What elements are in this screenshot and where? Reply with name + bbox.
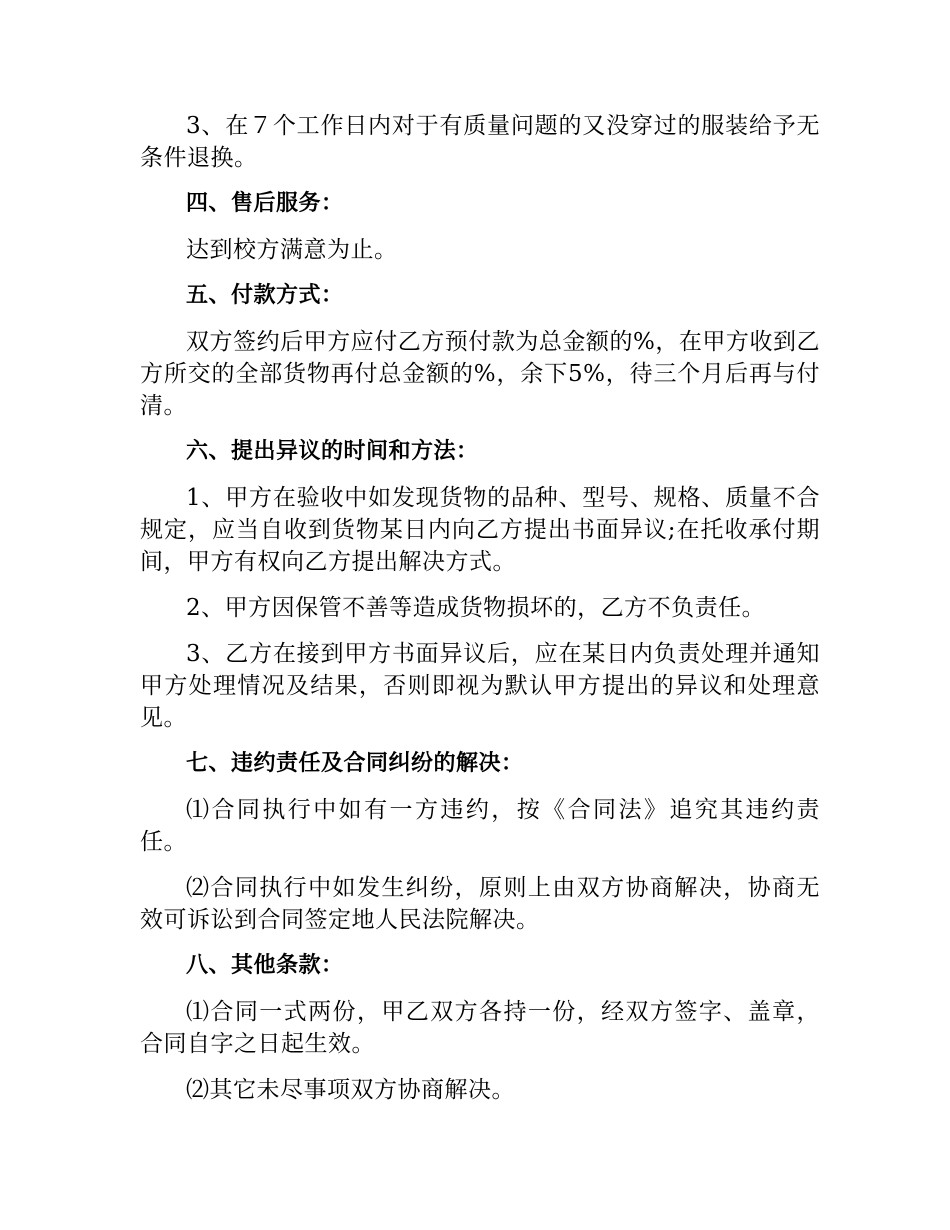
clause-other-2: ⑵其它未尽事项双方协商解决。 [186, 1077, 515, 1103]
heading-other: 八、其他条款： [186, 953, 344, 978]
clause-breach-2: ⑵合同执行中如发生纠纷，原则上由双方协商解决，协商无效可诉讼到合同签定地人民法院解决。 [140, 875, 820, 933]
clause-payment: 双方签约后甲方应付乙方预付款为总金额的%，在甲方收到乙方所交的全部货物再付总金额的%，余下5%，待三个月后再与付清。 [140, 329, 820, 419]
clause-other-1: ⑴合同一式两份，甲乙双方各持一份，经双方签字、盖章，合同自字之日起生效。 [140, 999, 820, 1057]
heading-breach: 七、违约责任及合同纠纷的解决： [186, 751, 524, 776]
clause-after-sales: 达到校方满意为止。 [186, 237, 398, 263]
heading-payment: 五、付款方式： [186, 283, 344, 308]
clause-return-policy: 3、在７个工作日内对于有质量问题的又没穿过的服装给予无条件退换。 [140, 113, 820, 171]
heading-objection: 六、提出异议的时间和方法： [186, 439, 479, 464]
clause-objection-1: 1、甲方在验收中如发现货物的品种、型号、规格、质量不合规定，应当自收到货物某日内向乙方提出书面异议;在托收承付期间，甲方有权向乙方提出解决方式。 [140, 485, 820, 575]
heading-after-sales: 四、售后服务： [186, 191, 344, 216]
clause-breach-1: ⑴合同执行中如有一方违约，按《合同法》追究其违约责任。 [140, 797, 820, 855]
clause-objection-2: 2、甲方因保管不善等造成货物损坏的，乙方不负责任。 [186, 595, 766, 621]
clause-objection-3: 3、乙方在接到甲方书面异议后，应在某日内负责处理并通知甲方处理情况及结果，否则即视为默认甲方提出的异议和处理意见。 [140, 641, 820, 731]
document-page [140, 110, 820, 1120]
